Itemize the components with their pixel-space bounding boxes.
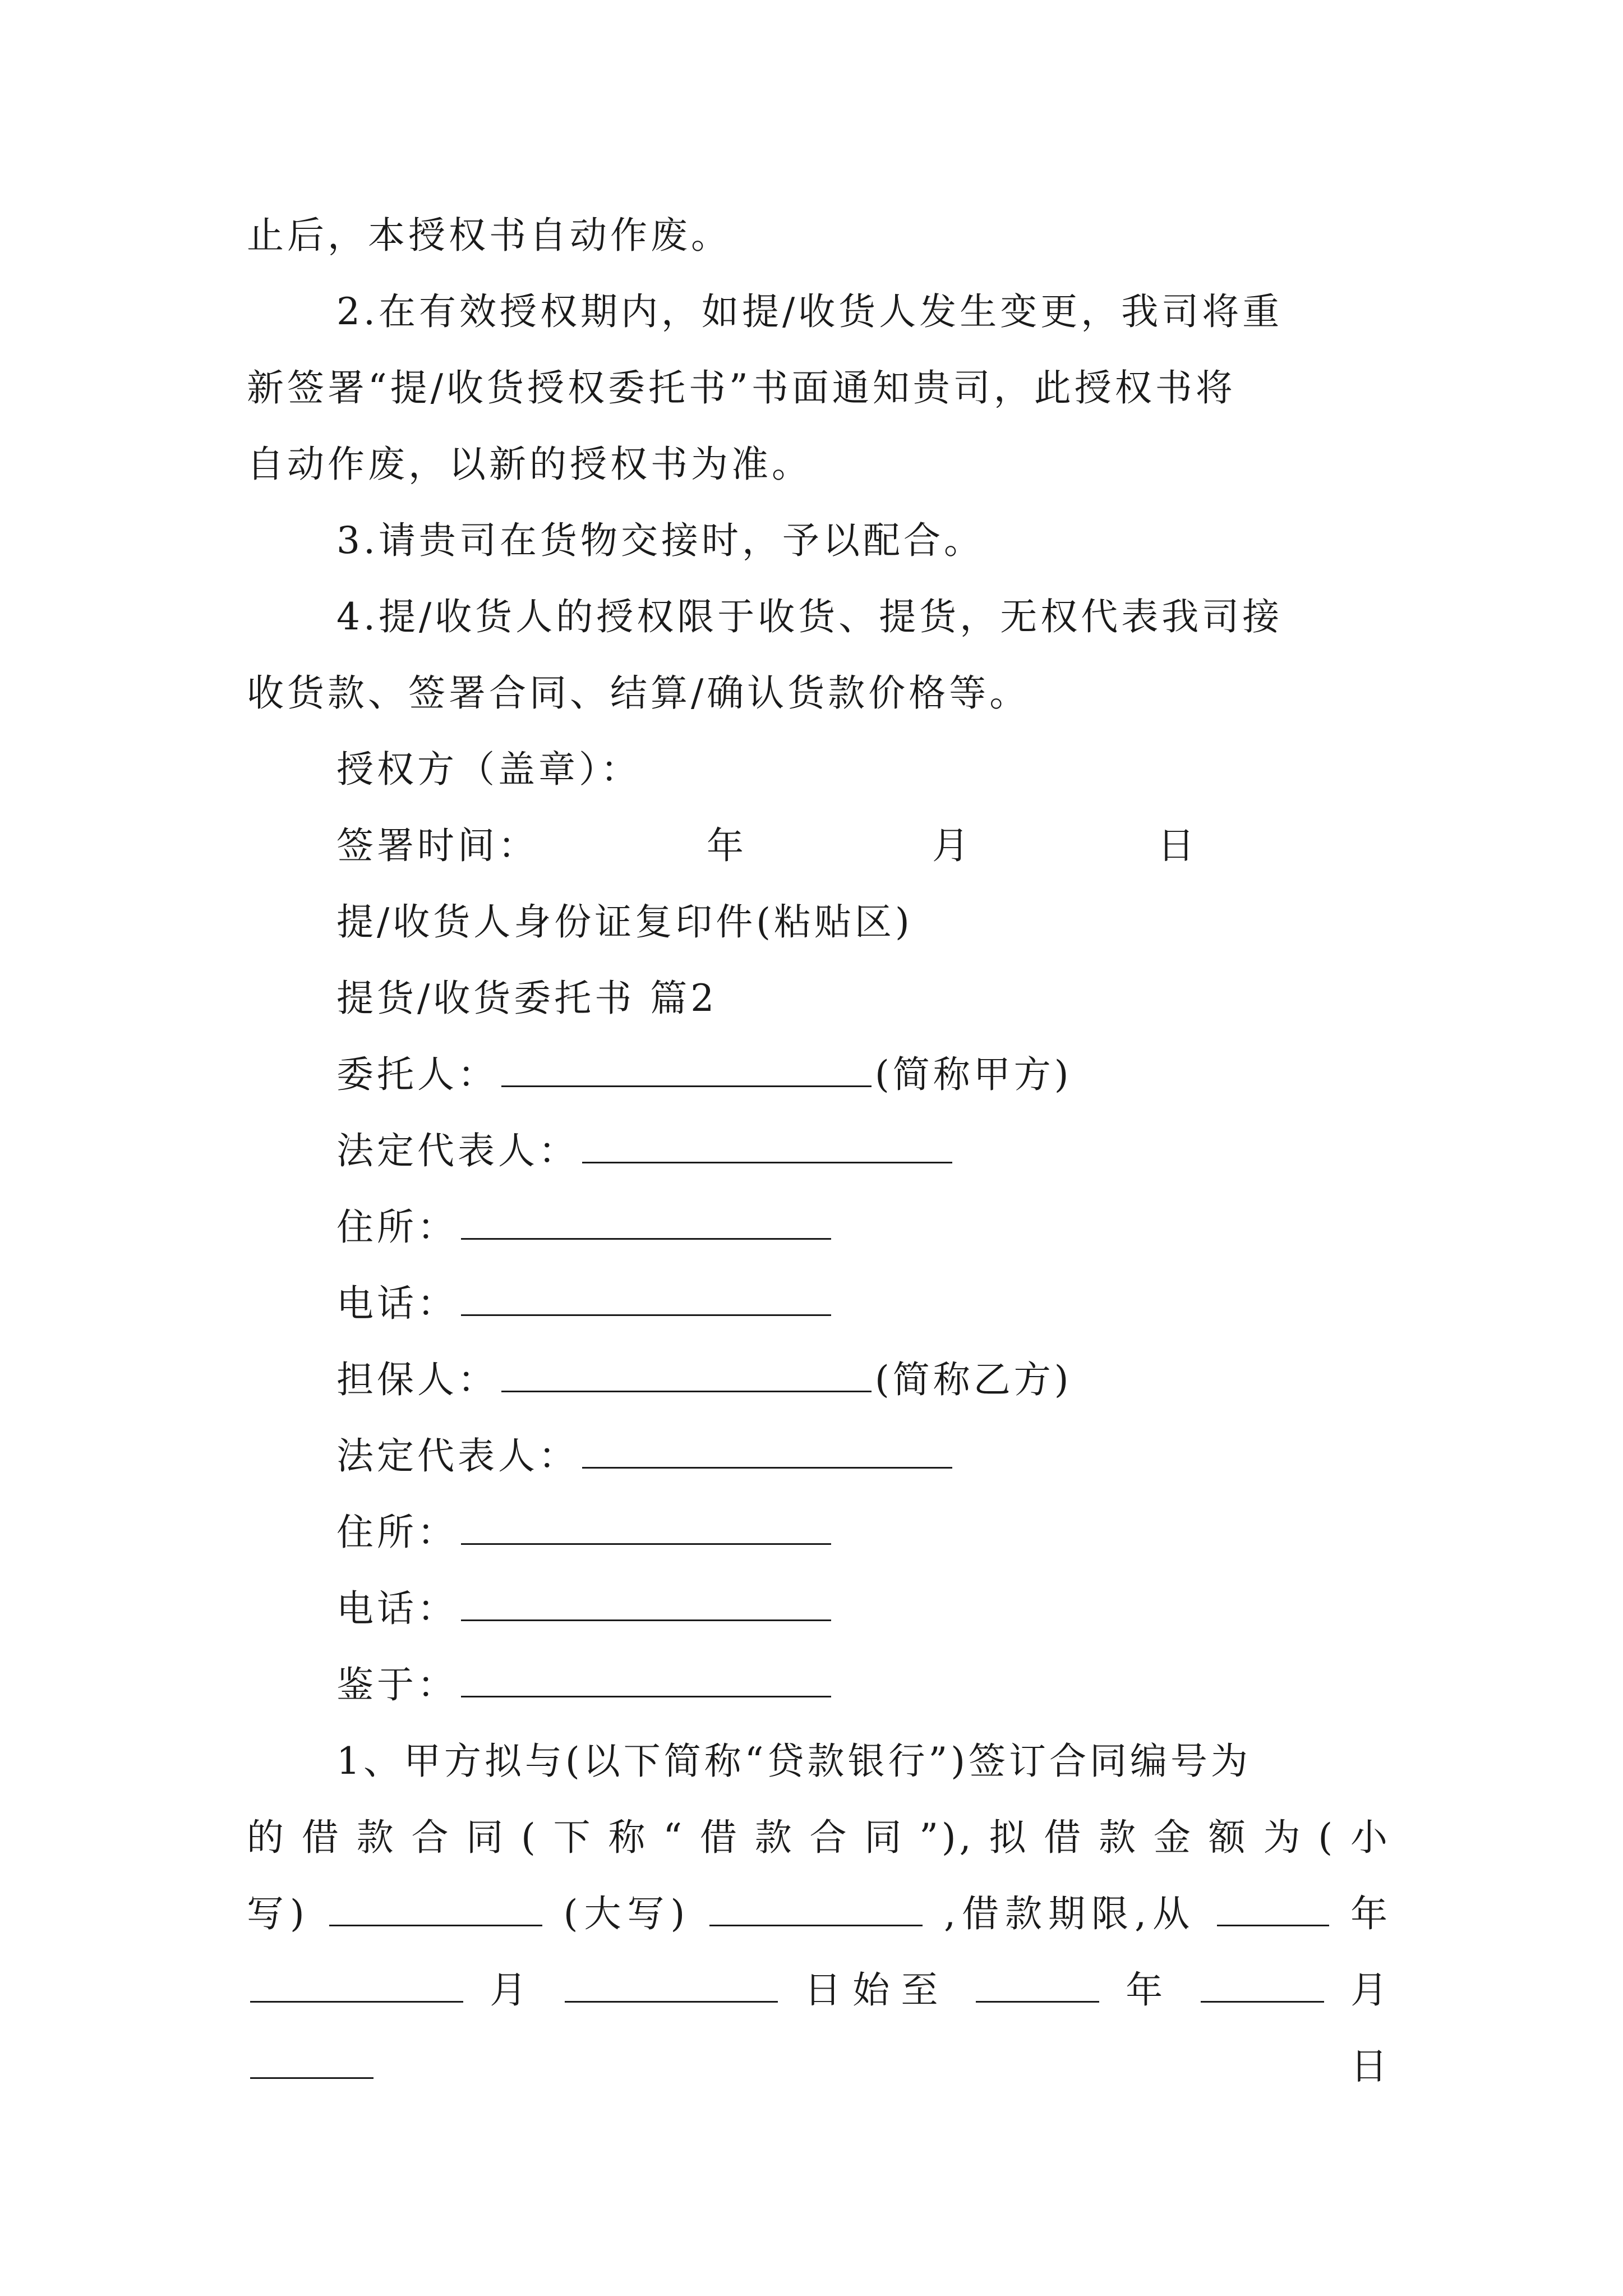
guarantor-phone-blank (461, 1587, 831, 1621)
paragraph-4-line-1: 4.提/收货人的授权限于收货、提货，无权代表我司接 (336, 595, 1283, 638)
end-month-blank (1201, 1968, 1324, 2003)
guarantor-address-label: 住所： (336, 1511, 458, 1554)
clause-1-line-2: 的借款合同(下称“借款合同”),拟借款金额为(小 (247, 1816, 1391, 1859)
section-2-title: 提货/收货委托书 篇2 (336, 977, 718, 1020)
client-rep-blank (582, 1129, 952, 1163)
clause-1-small-label: 写) (247, 1892, 308, 1935)
amount-small-blank (329, 1892, 542, 1926)
guarantor-address-blank (461, 1511, 831, 1545)
client-suffix: (简称甲方) (875, 1053, 1072, 1096)
paragraph-2-line-1: 2.在有效授权期内，如提/收货人发生变更，我司将重 (336, 290, 1283, 333)
guarantor-phone-label: 电话： (336, 1587, 458, 1630)
client-phone-label: 电话： (336, 1282, 458, 1325)
guarantor-rep-blank (582, 1434, 952, 1469)
guarantor-rep-row (336, 1418, 1391, 1494)
start-day-blank (565, 1968, 778, 2003)
client-blank (501, 1053, 872, 1087)
client-row (336, 1037, 1391, 1113)
client-phone-row (336, 1266, 1391, 1342)
clause-1-month-label: 月 (490, 1968, 538, 2012)
guarantor-address-row (336, 1494, 1391, 1571)
clause-1-large-label: (大写) (563, 1892, 689, 1935)
clause-1-term-label: ,借款期限,从 (944, 1892, 1196, 1935)
client-rep-label: 法定代表人： (336, 1129, 579, 1172)
guarantor-label: 担保人： (336, 1358, 498, 1401)
end-day-blank (250, 2045, 374, 2079)
id-copy-label: 提/收货人身份证复印件(粘贴区) (336, 900, 913, 944)
paragraph-2-line-2: 新签署“提/收货授权委托书”书面通知贵司，此授权书将 (247, 366, 1236, 409)
start-year-blank (1217, 1892, 1329, 1926)
client-phone-blank (461, 1282, 831, 1316)
paragraph-4-line-2: 收货款、签署合同、结算/确认货款价格等。 (247, 671, 1030, 715)
whereas-blank (461, 1663, 831, 1697)
guarantor-suffix: (简称乙方) (875, 1358, 1072, 1401)
client-address-blank (461, 1205, 831, 1240)
guarantor-row (336, 1342, 1391, 1418)
guarantor-rep-label: 法定代表人： (336, 1434, 579, 1478)
client-rep-row (336, 1113, 1391, 1189)
client-address-row (336, 1189, 1391, 1266)
clause-1-line-3 (247, 1876, 1391, 1952)
sign-month-label: 月 (932, 824, 972, 867)
start-month-blank (250, 1968, 463, 2003)
sign-time-label: 签署时间： (336, 824, 538, 867)
amount-large-blank (709, 1892, 923, 1926)
sign-time-row (336, 808, 1391, 884)
sign-day-label: 日 (1158, 824, 1198, 867)
guarantor-phone-row (336, 1571, 1391, 1647)
clause-1-line-4 (247, 1952, 1391, 2088)
paragraph-2-line-3: 自动作废，以新的授权书为准。 (247, 443, 812, 486)
guarantor-blank (501, 1358, 872, 1392)
paragraph-1-end: 止后，本授权书自动作废。 (247, 214, 731, 257)
clause-1-end-day-label: 日 (1350, 2045, 1391, 2088)
clause-1-year-label: 年 (1350, 1892, 1391, 1935)
end-year-blank (976, 1968, 1099, 2003)
authorizer-seal-label: 授权方（盖章）： (336, 748, 641, 791)
clause-1-line-1: 1、甲方拟与(以下简称“贷款银行”)签订合同编号为 (336, 1740, 1251, 1783)
client-address-label: 住所： (336, 1205, 458, 1249)
sign-year-label: 年 (707, 824, 747, 867)
client-label: 委托人： (336, 1053, 498, 1096)
clause-1-end-month-label: 月 (1350, 1968, 1391, 2012)
whereas-row (336, 1647, 1391, 1723)
paragraph-3: 3.请贵司在货物交接时，予以配合。 (336, 519, 984, 562)
clause-1-start-end-label: 日始至 (804, 1968, 949, 2012)
clause-1-end-year-label: 年 (1126, 1968, 1174, 2012)
whereas-label: 鉴于： (336, 1663, 458, 1706)
